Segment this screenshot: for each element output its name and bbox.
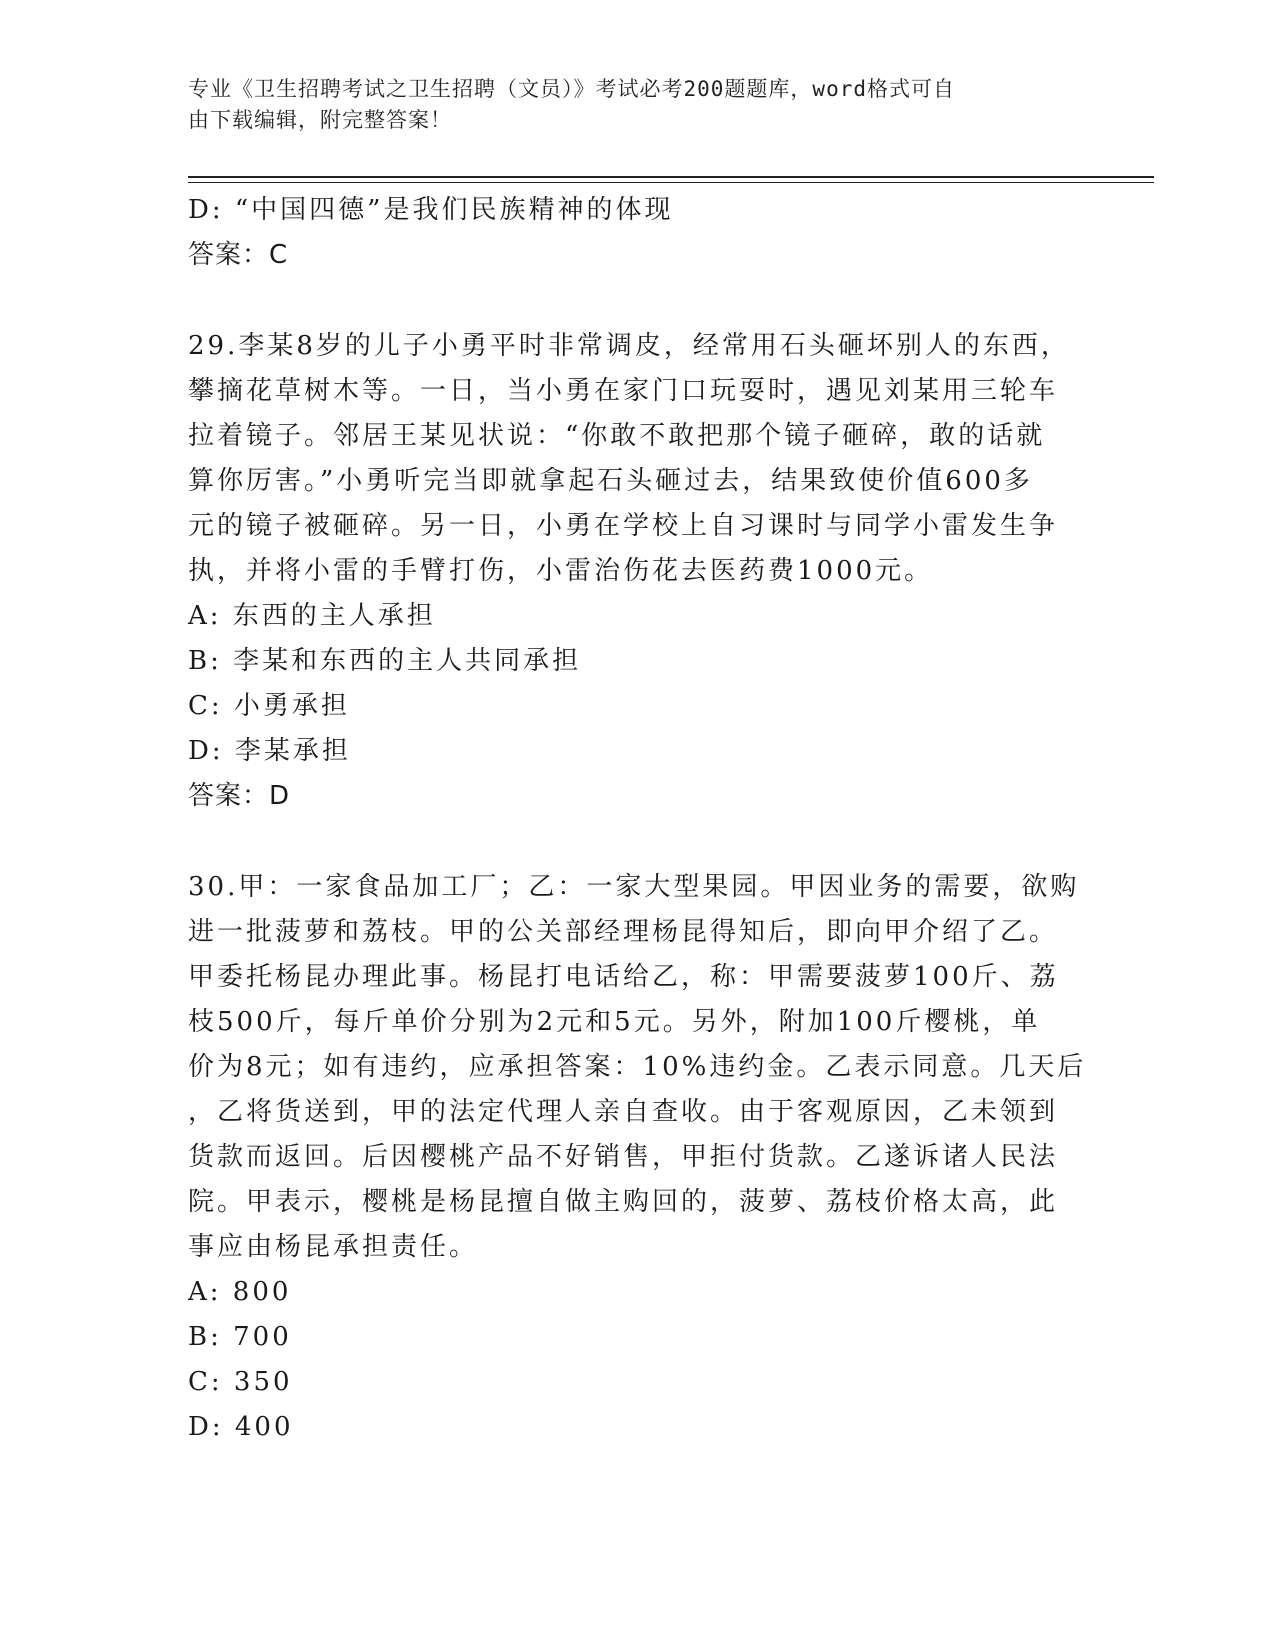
option-d: D: 400 xyxy=(188,1412,294,1442)
header-line-2: 由下载编辑，附完整答案！ xyxy=(188,108,452,132)
question-text-line: 货款而返回。后因樱桃产品不好销售，甲拒付货款。乙遂诉诸人民法 xyxy=(188,1142,1059,1172)
answer: 答案：C xyxy=(188,240,289,270)
spacer xyxy=(188,278,1068,324)
option-d: D: 李某承担 xyxy=(188,736,351,766)
question-30 xyxy=(188,865,1087,1450)
option-b: B: 李某和东西的主人共同承担 xyxy=(188,646,582,676)
question-text-line: 价为8元；如有违约，应承担答案：10%违约金。乙表示同意。几天后 xyxy=(188,1052,1087,1082)
option-a: A: 800 xyxy=(188,1277,292,1307)
document-body xyxy=(188,188,1087,1450)
question-text-line: 甲委托杨昆办理此事。杨昆打电话给乙，称：甲需要菠萝100斤、荔 xyxy=(188,962,1059,992)
page-header xyxy=(188,74,1068,136)
option-c: C: 小勇承担 xyxy=(188,691,350,721)
question-text-line: 拉着镜子。邻居王某见状说：“你敢不敢把那个镜子砸碎，敢的话就 xyxy=(188,421,1046,451)
question-text-line: 院。甲表示，樱桃是杨昆擅自做主购回的，菠萝、荔枝价格太高，此 xyxy=(188,1187,1059,1217)
answer: 答案：D xyxy=(188,781,291,811)
question-text-line: 执，并将小雷的手臂打伤，小雷治伤花去医药费1000元。 xyxy=(188,556,934,586)
option-b: B: 700 xyxy=(188,1322,292,1352)
option-c: C: 350 xyxy=(188,1367,293,1397)
question-text-line: 元的镜子被砸碎。另一日，小勇在学校上自习课时与同学小雷发生争 xyxy=(188,511,1059,541)
spacer xyxy=(188,819,1068,865)
question-text-line: 算你厉害。”小勇听完当即就拿起石头砸过去，结果致使价值600多 xyxy=(188,466,1033,496)
question-28-tail xyxy=(188,188,1068,278)
question-text-line: 枝500斤，每斤单价分别为2元和5元。另外，附加100斤樱桃，单 xyxy=(188,1007,1041,1037)
question-text-line: 事应由杨昆承担责任。 xyxy=(188,1232,479,1262)
question-text-line: 进一批菠萝和荔枝。甲的公关部经理杨昆得知后，即向甲介绍了乙。 xyxy=(188,917,1059,947)
question-text-line: 攀摘花草树木等。一日，当小勇在家门口玩耍时，遇见刘某用三轮车 xyxy=(188,376,1059,406)
option-d: D: “中国四德”是我们民族精神的体现 xyxy=(188,195,674,225)
question-text-line: 29.李某8岁的儿子小勇平时非常调皮，经常用石头砸坏别人的东西， xyxy=(188,331,1070,361)
question-29 xyxy=(188,324,1068,819)
header-divider-thin xyxy=(188,182,1154,183)
header-divider-thick xyxy=(188,176,1154,178)
question-text-line: ，乙将货送到，甲的法定代理人亲自查收。由于客观原因，乙未领到 xyxy=(188,1097,1059,1127)
header-line-1: 专业《卫生招聘考试之卫生招聘（文员）》考试必考200题题库，word格式可自 xyxy=(188,77,955,101)
question-text-line: 30.甲：一家食品加工厂；乙：一家大型果园。甲因业务的需要，欲购 xyxy=(188,872,1080,902)
option-a: A: 东西的主人承担 xyxy=(188,601,436,631)
